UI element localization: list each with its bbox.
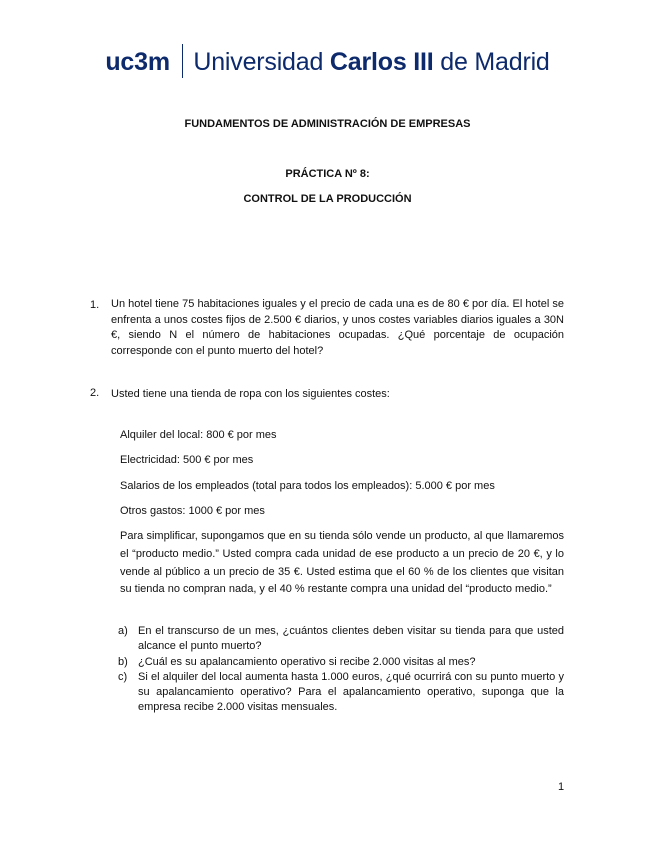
question-1-text: Un hotel tiene 75 habitaciones iguales y el precio de cada una es de 80 € por día. El hotel se enfrenta a unos costes fijos de 2.500 € diarios, y unos costes variables diarios iguales a 30N €, siendo N el número de habitaciones ocupadas. ¿Qué porcentaje de ocupación corresponde con el punto muerto del hotel? xyxy=(111,298,564,357)
practice-title: PRÁCTICA Nº 8: xyxy=(285,168,370,180)
practice-subtitle: CONTROL DE LA PRODUCCIÓN xyxy=(243,193,412,205)
subquestion-c-text: Si el alquiler del local aumenta hasta 1.000 euros, ¿qué ocurrirá con su punto muerto y su apalancamiento operativo? Para el apalancamiento operativo, suponga que la empresa recibe 2.000 visitas mensuales. xyxy=(138,671,564,714)
subquestion-a-text: En el transcurso de un mes, ¿cuántos clientes deben visitar su tienda para que usted alcance el punto muerto? xyxy=(138,625,564,653)
cost-electricity: Electricidad: 500 € por mes xyxy=(120,454,254,466)
logo-part3: de Madrid xyxy=(433,48,550,76)
page-number: 1 xyxy=(558,781,565,793)
subquestion-b-label: b) xyxy=(118,656,128,668)
subquestion-c-label: c) xyxy=(118,671,128,683)
subquestion-b-text: ¿Cuál es su apalancamiento operativo si recibe 2.000 visitas al mes? xyxy=(138,656,476,668)
cost-other: Otros gastos: 1000 € por mes xyxy=(120,505,265,517)
logo-part1: Universidad xyxy=(193,48,330,76)
logo-part2: Carlos III xyxy=(329,48,434,76)
question-2-text: Usted tiene una tienda de ropa con los siguientes costes: xyxy=(111,388,390,400)
cost-salaries: Salarios de los empleados (total para todos los empleados): 5.000 € por mes xyxy=(120,480,495,492)
question-2-number: 2. xyxy=(90,387,100,399)
logo-short: uc3m xyxy=(105,48,170,76)
course-title: FUNDAMENTOS DE ADMINISTRACIÓN DE EMPRESAS xyxy=(184,118,471,130)
question-1-number: 1. xyxy=(90,299,100,311)
logo-separator xyxy=(182,44,184,78)
university-logo xyxy=(0,44,655,78)
cost-rent: Alquiler del local: 800 € por mes xyxy=(120,429,277,441)
subquestion-a-label: a) xyxy=(118,625,128,637)
question-2-description: Para simplificar, supongamos que en su tienda sólo vende un producto, al que llamaremos el “producto medio.” Usted compra cada unidad de ese producto a un precio de 20 €, y lo vende al público a un precio de 35 €. Usted estima que el 60 % de los clientes que visitan su tienda no compran nada, y el 40 % restante compra una unidad del “producto medio.” xyxy=(120,530,564,596)
